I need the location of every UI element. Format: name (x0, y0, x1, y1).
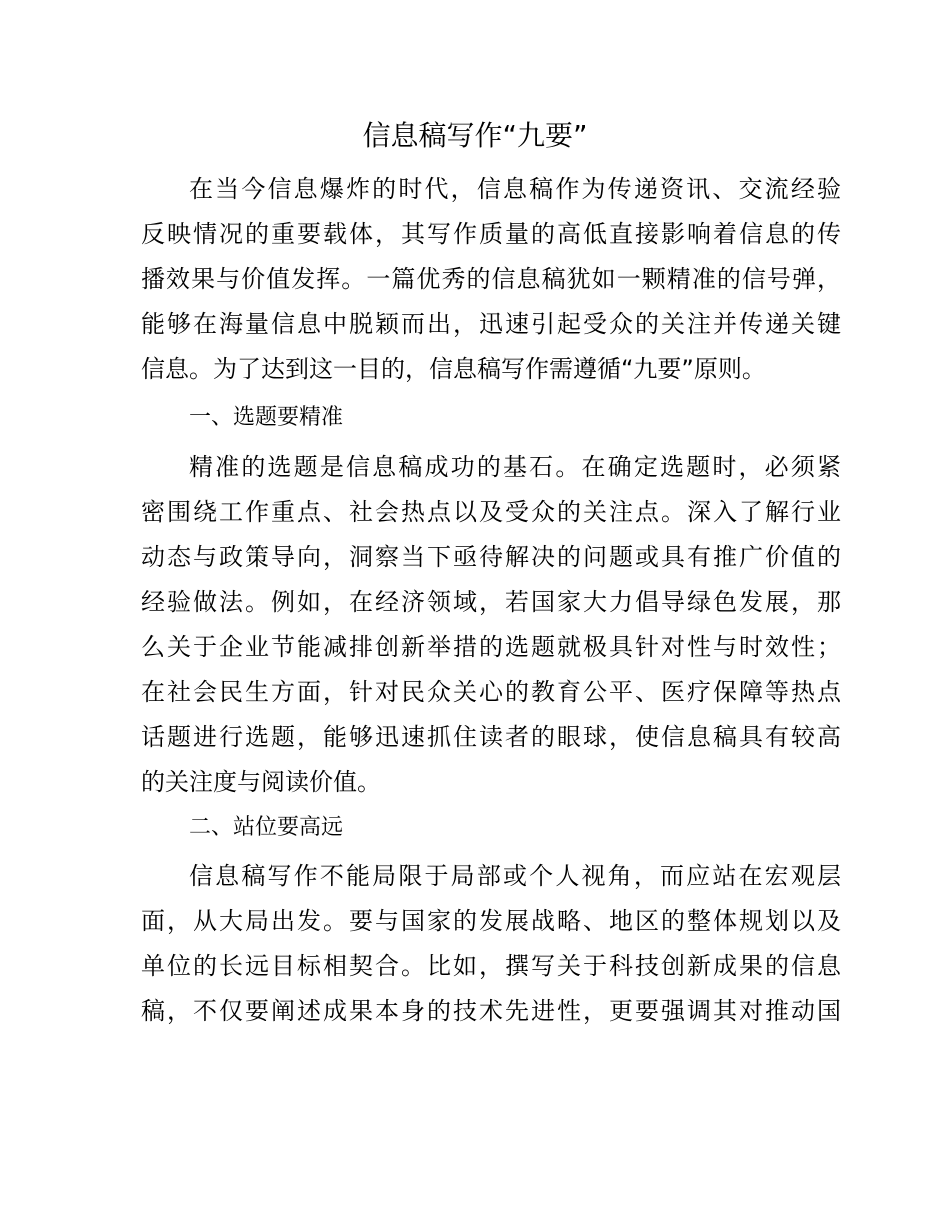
text-line: 话题进行选题，能够迅速抓住读者的眼球，使信息稿具有较高 (141, 723, 841, 751)
text-line: 播效果与价值发挥。一篇优秀的信息稿犹如一颗精准的信号弹， (141, 265, 841, 293)
text-line: 么关于企业节能减排创新举措的选题就极具针对性与时效性； (141, 633, 841, 661)
text-line: 信息。为了达到这一目的，信息稿写作需遵循“九要”原则。 (141, 355, 766, 383)
text-line: 稿，不仅要阐述成果本身的技术先进性，更要强调其对推动国 (141, 997, 841, 1025)
text-line: 能够在海量信息中脱颖而出，迅速引起受众的关注并传递关键 (141, 310, 841, 338)
section-heading-2: 二、站位要高远 (189, 815, 344, 840)
section-heading-1: 一、选题要精准 (189, 405, 344, 430)
text-line: 在社会民生方面，针对民众关心的教育公平、医疗保障等热点 (141, 678, 841, 706)
text-line: 单位的长远目标相契合。比如，撰写关于科技创新成果的信息 (141, 952, 841, 980)
text-line: 面，从大局出发。要与国家的发展战略、地区的整体规划以及 (141, 907, 841, 935)
text-line: 在当今信息爆炸的时代，信息稿作为传递资讯、交流经验 (189, 175, 841, 203)
text-line: 反映情况的重要载体，其写作质量的高低直接影响着信息的传 (141, 220, 841, 248)
text-line: 经验做法。例如，在经济领域，若国家大力倡导绿色发展，那 (141, 588, 841, 616)
text-line: 精准的选题是信息稿成功的基石。在确定选题时，必须紧 (189, 453, 841, 481)
text-line: 动态与政策导向，洞察当下亟待解决的问题或具有推广价值的 (141, 543, 841, 571)
document-title: 信息稿写作“九要” (362, 119, 588, 152)
text-line: 信息稿写作不能局限于局部或个人视角，而应站在宏观层 (189, 862, 841, 890)
text-line: 的关注度与阅读价值。 (141, 768, 381, 796)
text-line: 密围绕工作重点、社会热点以及受众的关注点。深入了解行业 (141, 498, 841, 526)
